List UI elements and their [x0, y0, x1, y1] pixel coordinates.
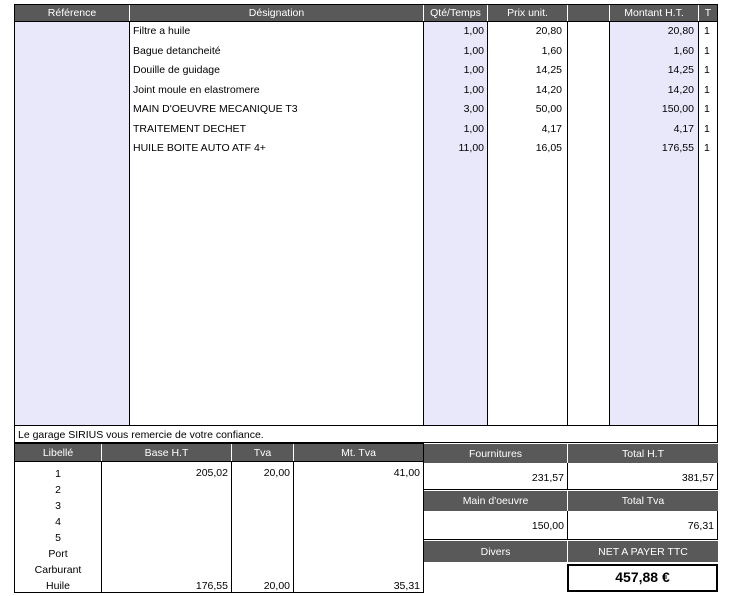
item-designation: MAIN D'OEUVRE MECANIQUE T3 [133, 103, 298, 115]
net-header [568, 541, 718, 562]
item-qty: 1,00 [463, 64, 484, 76]
col-header-amount [610, 5, 698, 21]
item-designation: Douille de guidage [133, 64, 220, 76]
vat-header-libelle-label: Libellé [42, 446, 74, 459]
total-tva-header [568, 491, 718, 511]
col-header-qty [424, 5, 487, 21]
divider [101, 461, 102, 593]
item-amount: 150,00 [661, 103, 694, 115]
net-label: NET A PAYER TTC [598, 545, 688, 558]
divider [423, 21, 424, 426]
main-oeuvre-label: Main d'oeuvre [462, 495, 529, 507]
item-tax-code: 1 [704, 103, 710, 115]
col-header-blank [568, 5, 609, 21]
vat-row1-rate: 20,00 [263, 467, 290, 479]
item-price: 4,17 [541, 123, 562, 135]
divider [487, 21, 488, 426]
item-price: 16,05 [535, 142, 562, 154]
vat-header-tva [232, 444, 293, 461]
vat-header-libelle [15, 444, 101, 461]
total-ht-header [568, 444, 718, 463]
vat-huile-rate: 20,00 [263, 580, 290, 592]
item-price: 14,20 [535, 84, 562, 96]
item-price: 14,25 [535, 64, 562, 76]
item-amount: 14,25 [667, 64, 694, 76]
item-amount: 176,55 [661, 142, 694, 154]
item-qty: 11,00 [458, 142, 484, 154]
item-tax-code: 1 [704, 45, 710, 57]
main-oeuvre-header [424, 491, 567, 511]
item-qty: 3,00 [463, 103, 484, 115]
vat-header-mt-tva-label: Mt. Tva [341, 446, 376, 459]
vat-huile-base: 176,55 [195, 580, 228, 592]
fournitures-value: 231,57 [531, 472, 564, 484]
item-qty: 1,00 [463, 84, 484, 96]
net-value: 457,88 € [615, 569, 670, 585]
col-header-t [699, 5, 717, 21]
item-amount: 20,80 [667, 25, 694, 37]
item-qty: 1,00 [463, 45, 484, 57]
divider [698, 21, 699, 426]
item-amount: 4,17 [673, 123, 694, 135]
item-price: 20,80 [535, 25, 562, 37]
fournitures-header [424, 444, 567, 463]
item-price: 1,60 [541, 45, 562, 57]
item-designation: TRAITEMENT DECHET [133, 123, 246, 135]
vat-header-tva-label: Tva [253, 446, 272, 459]
vat-row1-amount: 41,00 [393, 467, 420, 479]
fournitures-label: Fournitures [468, 447, 523, 460]
vat-header-mt-tva [294, 444, 423, 461]
main-oeuvre-value: 150,00 [531, 520, 564, 532]
divider [231, 461, 232, 593]
thanks-text: Le garage SIRIUS vous remercie de votre confiance. [18, 429, 264, 441]
vat-label: 4 [55, 516, 61, 528]
item-tax-code: 1 [704, 123, 710, 135]
vat-row1-base: 205,02 [195, 467, 228, 479]
item-price: 50,00 [535, 103, 562, 115]
col-header-qty-label: Qté/Temps [430, 7, 481, 19]
item-tax-code: 1 [704, 142, 710, 154]
item-designation: Filtre a huile [133, 25, 191, 37]
item-tax-code: 1 [704, 25, 710, 37]
vat-label: Carburant [34, 564, 82, 576]
vat-label: 2 [55, 484, 61, 496]
divider [15, 21, 718, 22]
divider [293, 461, 294, 593]
vat-label: 1 [55, 468, 61, 480]
item-qty: 1,00 [463, 123, 484, 135]
item-qty: 1,00 [463, 25, 484, 37]
item-designation: Joint moule en elastromere [133, 84, 260, 96]
amount-column-shade [610, 22, 698, 425]
total-tva-value: 76,31 [687, 520, 714, 532]
divider [15, 461, 424, 462]
item-amount: 14,20 [667, 84, 694, 96]
vat-label: 5 [55, 532, 61, 544]
item-amount: 1,60 [673, 45, 694, 57]
divider [129, 21, 130, 426]
item-tax-code: 1 [704, 64, 710, 76]
col-header-t-label: T [704, 7, 712, 19]
col-header-amount-label: Montant H.T. [624, 7, 684, 19]
col-header-price [488, 5, 567, 21]
total-ht-label: Total H.T [621, 447, 664, 460]
vat-label: Port [48, 548, 68, 560]
item-tax-code: 1 [704, 84, 710, 96]
vat-huile-amount: 35,31 [393, 580, 420, 592]
item-designation: Bague detancheité [133, 45, 221, 57]
item-designation: HUILE BOITE AUTO ATF 4+ [133, 142, 266, 154]
col-header-reference-label: Référence [47, 7, 97, 19]
total-tva-label: Total Tva [621, 495, 665, 507]
divers-label: Divers [480, 545, 511, 558]
divider [609, 21, 610, 426]
qty-column-shade [424, 22, 487, 425]
reference-column-shade [15, 22, 129, 425]
vat-label: 3 [55, 500, 61, 512]
col-header-price-label: Prix unit. [507, 7, 548, 19]
vat-header-base-label: Base H.T [144, 446, 189, 459]
vat-header-base [102, 444, 231, 461]
col-header-designation [130, 5, 423, 21]
col-header-designation-label: Désignation [248, 7, 305, 19]
total-ht-value: 381,57 [681, 472, 714, 484]
vat-label: Huile [46, 580, 70, 592]
col-header-reference [15, 5, 129, 21]
divider [567, 21, 568, 426]
divers-header [424, 541, 567, 562]
